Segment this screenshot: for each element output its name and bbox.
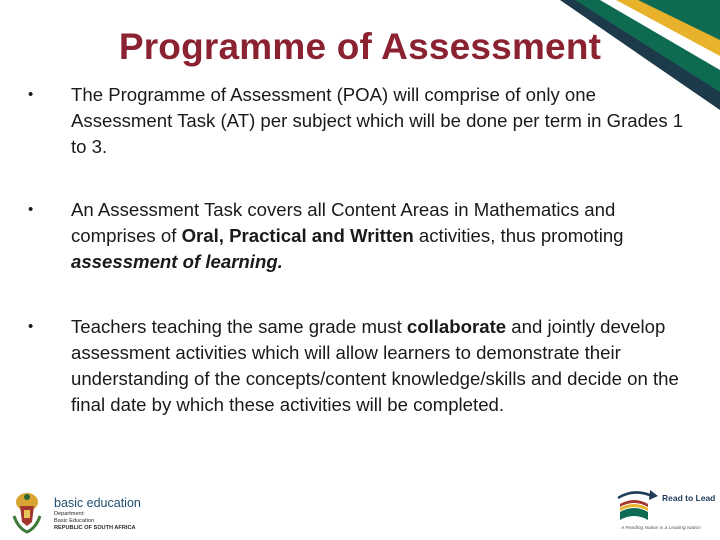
- bullet-marker: •: [28, 201, 34, 218]
- bullet-text: An Assessment Task covers all Content Areas in Mathematics and comprises of Oral, Practical and Written activities, thus promoting assessment of learning.: [71, 199, 624, 272]
- bullet-marker: •: [28, 86, 34, 103]
- bullet-item: [28, 314, 696, 418]
- brand-line: Department:: [54, 511, 85, 517]
- brand-name: Read to Lead: [662, 493, 716, 503]
- brand-name: basic education: [54, 496, 141, 510]
- bold-phrase: Oral, Practical and Written: [181, 225, 414, 246]
- coat-of-arms-icon: [10, 488, 44, 534]
- read-to-lead-logo: [600, 478, 718, 538]
- brand-line: REPUBLIC OF SOUTH AFRICA: [54, 525, 136, 531]
- brand-line: Basic Education: [54, 518, 95, 524]
- bullet-text: The Programme of Assessment (POA) will comprise of only one Assessment Task (AT) per subject which will be done per term in Grades 1 to 3.: [71, 84, 684, 157]
- basic-education-logo: [10, 488, 170, 536]
- page-title: Programme of Assessment: [118, 26, 602, 67]
- bullet-item: [28, 197, 696, 275]
- bold-phrase: collaborate: [406, 316, 507, 337]
- bullet-marker: •: [28, 318, 34, 335]
- bullet-item: [28, 82, 696, 160]
- bold-italic-phrase: assessment of learning.: [71, 251, 283, 272]
- bullet-text: Teachers teaching the same grade must collaborate and jointly develop assessment activities which will allow learners to demonstrate their understanding of the concepts/content knowledge/skills and decide on the final date by which these activities will be completed.: [71, 316, 679, 415]
- brand-tagline: A Reading Nation is a Leading Nation: [621, 526, 701, 531]
